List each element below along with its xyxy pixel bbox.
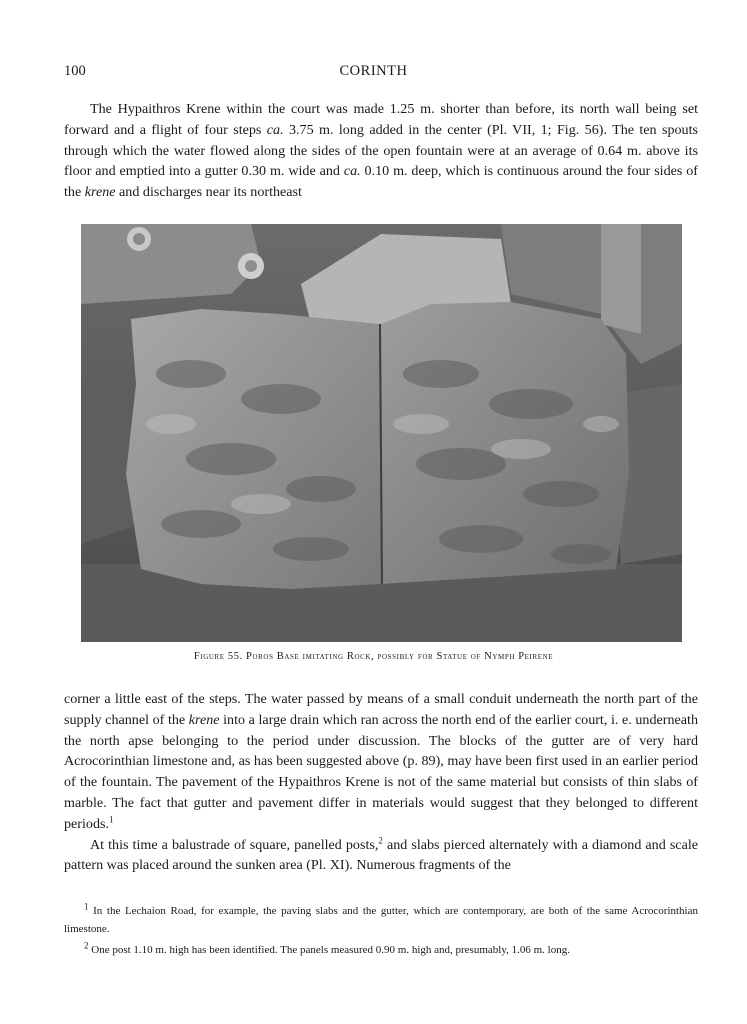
footnote-1: $^1$ In the Lechaion Road, for example, the paving slabs and the gutter, which are contemporary, are both of the same Acrocorinthian limestone. bbox=[64, 901, 698, 935]
footnote-ref-1[interactable]: 1 bbox=[109, 814, 114, 825]
footnote-ref-2[interactable]: 2 bbox=[378, 834, 383, 845]
figure-caption: Figure 55. Poros Base imitating Rock, possibly for Statue of Nymph Peirene bbox=[193, 651, 554, 662]
body-text-top bbox=[64, 99, 698, 203]
paragraph-hypaithros-krene: The Hypaithros Krene within the court was made 1.25 m. shorter than before, its north wall being set forward and a flight of four steps ca. 3.75 m. long added in the center (Pl. VII, 1; Fig. 56). The ten spouts through which the water flowed along the sides of the open fountain were at an average of 0.64 m. above its floor and emptied into a gutter 0.30 m. wide and ca. 0.10 m. deep, which is continuous around the four sides of the krene and discharges near its northeast bbox=[64, 101, 698, 201]
paragraph-conduit-gutter: corner a little east of the steps. The water passed by means of a small conduit underneath the north part of the supply channel of the krene into a large drain which ran across the north end of the earlier court, i. e. underneath the north apse belonging to the period under discussion. The blocks of the gutter are of very hard Acrocorinthian limestone and, as has been suggested above (p. 89), may have been first used in an earlier period of the fountain. The pavement of the Hypaithros Krene is not of the same material but consists of thin slabs of marble. The fact that gutter and pavement differ in materials would suggest that they belonged to different periods.$^1$ bbox=[64, 691, 698, 832]
page-number: 100 bbox=[64, 63, 86, 79]
footnote-2: $^2$ One post 1.10 m. high has been identified. The panels measured 0.90 m. high and, presumably, 1.06 m. long. bbox=[84, 940, 570, 956]
figure-photo-poros-base bbox=[81, 224, 682, 642]
body-text-bottom bbox=[64, 689, 698, 876]
footnotes bbox=[64, 903, 698, 964]
paragraph-balustrade: At this time a balustrade of square, panelled posts,$^2$ and slabs pierced alternately with a diamond and scale pattern was placed around the sunken area (Pl. XI). Numerous fragments of the bbox=[64, 834, 698, 874]
running-title: CORINTH bbox=[339, 63, 408, 79]
